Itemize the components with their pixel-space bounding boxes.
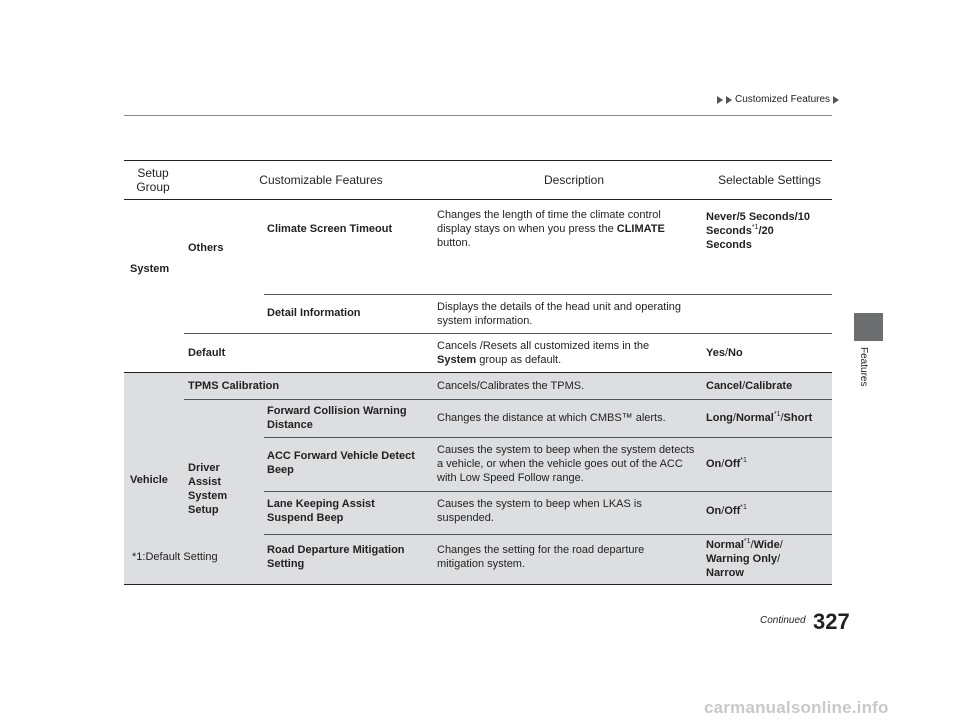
table-header bbox=[124, 160, 832, 200]
customization-table bbox=[124, 160, 832, 585]
footnote-marker: *1 bbox=[740, 504, 747, 511]
desc-acc-detect-beep: Causes the system to beep when the system detects a vehicle, or when the vehicle goes out of the ACC with Low Speed Follow range. bbox=[437, 444, 695, 484]
breadcrumb-label: Customized Features bbox=[735, 94, 831, 105]
settings-lkas-suspend-beep: On/Off$^{*1}$ bbox=[706, 504, 747, 517]
feature-tpms-calibration: TPMS Calibration bbox=[188, 380, 280, 392]
col-header-feature: Customizable Features bbox=[259, 173, 383, 187]
settings-rdm-setting: Normal$^{*1}$/Wide/ Warning Only/ Narrow bbox=[706, 538, 783, 579]
desc-default: Cancels /Resets all customized items in the System group as default. bbox=[437, 340, 650, 366]
desc-tpms-calibration: Cancels/Calibrates the TPMS. bbox=[437, 380, 585, 392]
desc-detail-information: Displays the details of the head unit and operating system information. bbox=[437, 301, 681, 327]
feature-lkas-suspend-beep: Lane Keeping Assist Suspend Beep bbox=[267, 498, 375, 524]
system-group bbox=[124, 200, 832, 334]
footnote: *1:Default Setting bbox=[132, 551, 218, 563]
continued-label: Continued bbox=[760, 615, 806, 626]
watermark: carmanualsonline.info bbox=[704, 698, 889, 717]
footnote-marker: *1 bbox=[773, 411, 781, 418]
feature-climate-screen-timeout: Climate Screen Timeout bbox=[267, 223, 393, 235]
section-tab bbox=[855, 347, 875, 407]
footnote-marker: *1 bbox=[743, 538, 751, 545]
subgroup-others: Others bbox=[188, 242, 224, 254]
subgroup-driver-assist: Driver Assist System Setup bbox=[188, 462, 228, 516]
row-divider bbox=[264, 534, 832, 535]
col-header-description: Description bbox=[543, 173, 605, 187]
feature-default: Default bbox=[188, 347, 226, 359]
header-rule bbox=[124, 115, 832, 116]
desc-lkas-suspend-beep: Causes the system to beep when LKAS is suspended. bbox=[437, 498, 642, 524]
triangle-icon bbox=[726, 96, 732, 104]
feature-fcw-distance: Forward Collision Warning Distance bbox=[267, 405, 407, 431]
section-tab-marker bbox=[854, 313, 883, 341]
row-divider bbox=[264, 294, 832, 295]
breadcrumb bbox=[717, 94, 839, 105]
settings-fcw-distance: Long/Normal$^{*1}$/Short bbox=[706, 411, 813, 424]
settings-tpms-calibration: Cancel/Calibrate bbox=[706, 380, 793, 392]
col-header-settings: Selectable Settings bbox=[718, 173, 821, 187]
feature-detail-information: Detail Information bbox=[267, 307, 361, 319]
desc-rdm-setting: Changes the setting for the road departure mitigation system. bbox=[437, 544, 645, 570]
triangle-icon bbox=[717, 96, 723, 104]
triangle-icon bbox=[833, 96, 839, 104]
group-system: System bbox=[130, 263, 170, 275]
footnote-marker: *1 bbox=[740, 457, 747, 464]
row-divider bbox=[264, 491, 832, 492]
desc-fcw-distance: Changes the distance at which CMBS™ alerts. bbox=[437, 412, 666, 424]
settings-climate-screen-timeout: Never/5 Seconds/10 Seconds$^{*1}$/20 Seconds bbox=[706, 211, 810, 251]
row-divider bbox=[184, 399, 832, 400]
section-tab-label: Features bbox=[858, 347, 869, 387]
row-divider bbox=[264, 437, 832, 438]
settings-acc-detect-beep: On/Off$^{*1}$ bbox=[706, 457, 747, 470]
page-number: 327 bbox=[813, 609, 850, 634]
col-header-setup-group: Setup Group bbox=[136, 166, 170, 194]
group-vehicle: Vehicle bbox=[130, 474, 168, 486]
desc-climate-screen-timeout: Changes the length of time the climate control display stays on when you press the CLIMATE button. bbox=[437, 209, 665, 249]
feature-rdm-setting: Road Departure Mitigation Setting bbox=[267, 544, 405, 570]
default-row bbox=[124, 334, 832, 372]
footnote-marker: *1 bbox=[751, 224, 759, 231]
vehicle-group bbox=[124, 372, 832, 585]
feature-acc-detect-beep: ACC Forward Vehicle Detect Beep bbox=[267, 450, 415, 476]
settings-default: Yes/No bbox=[706, 347, 743, 359]
